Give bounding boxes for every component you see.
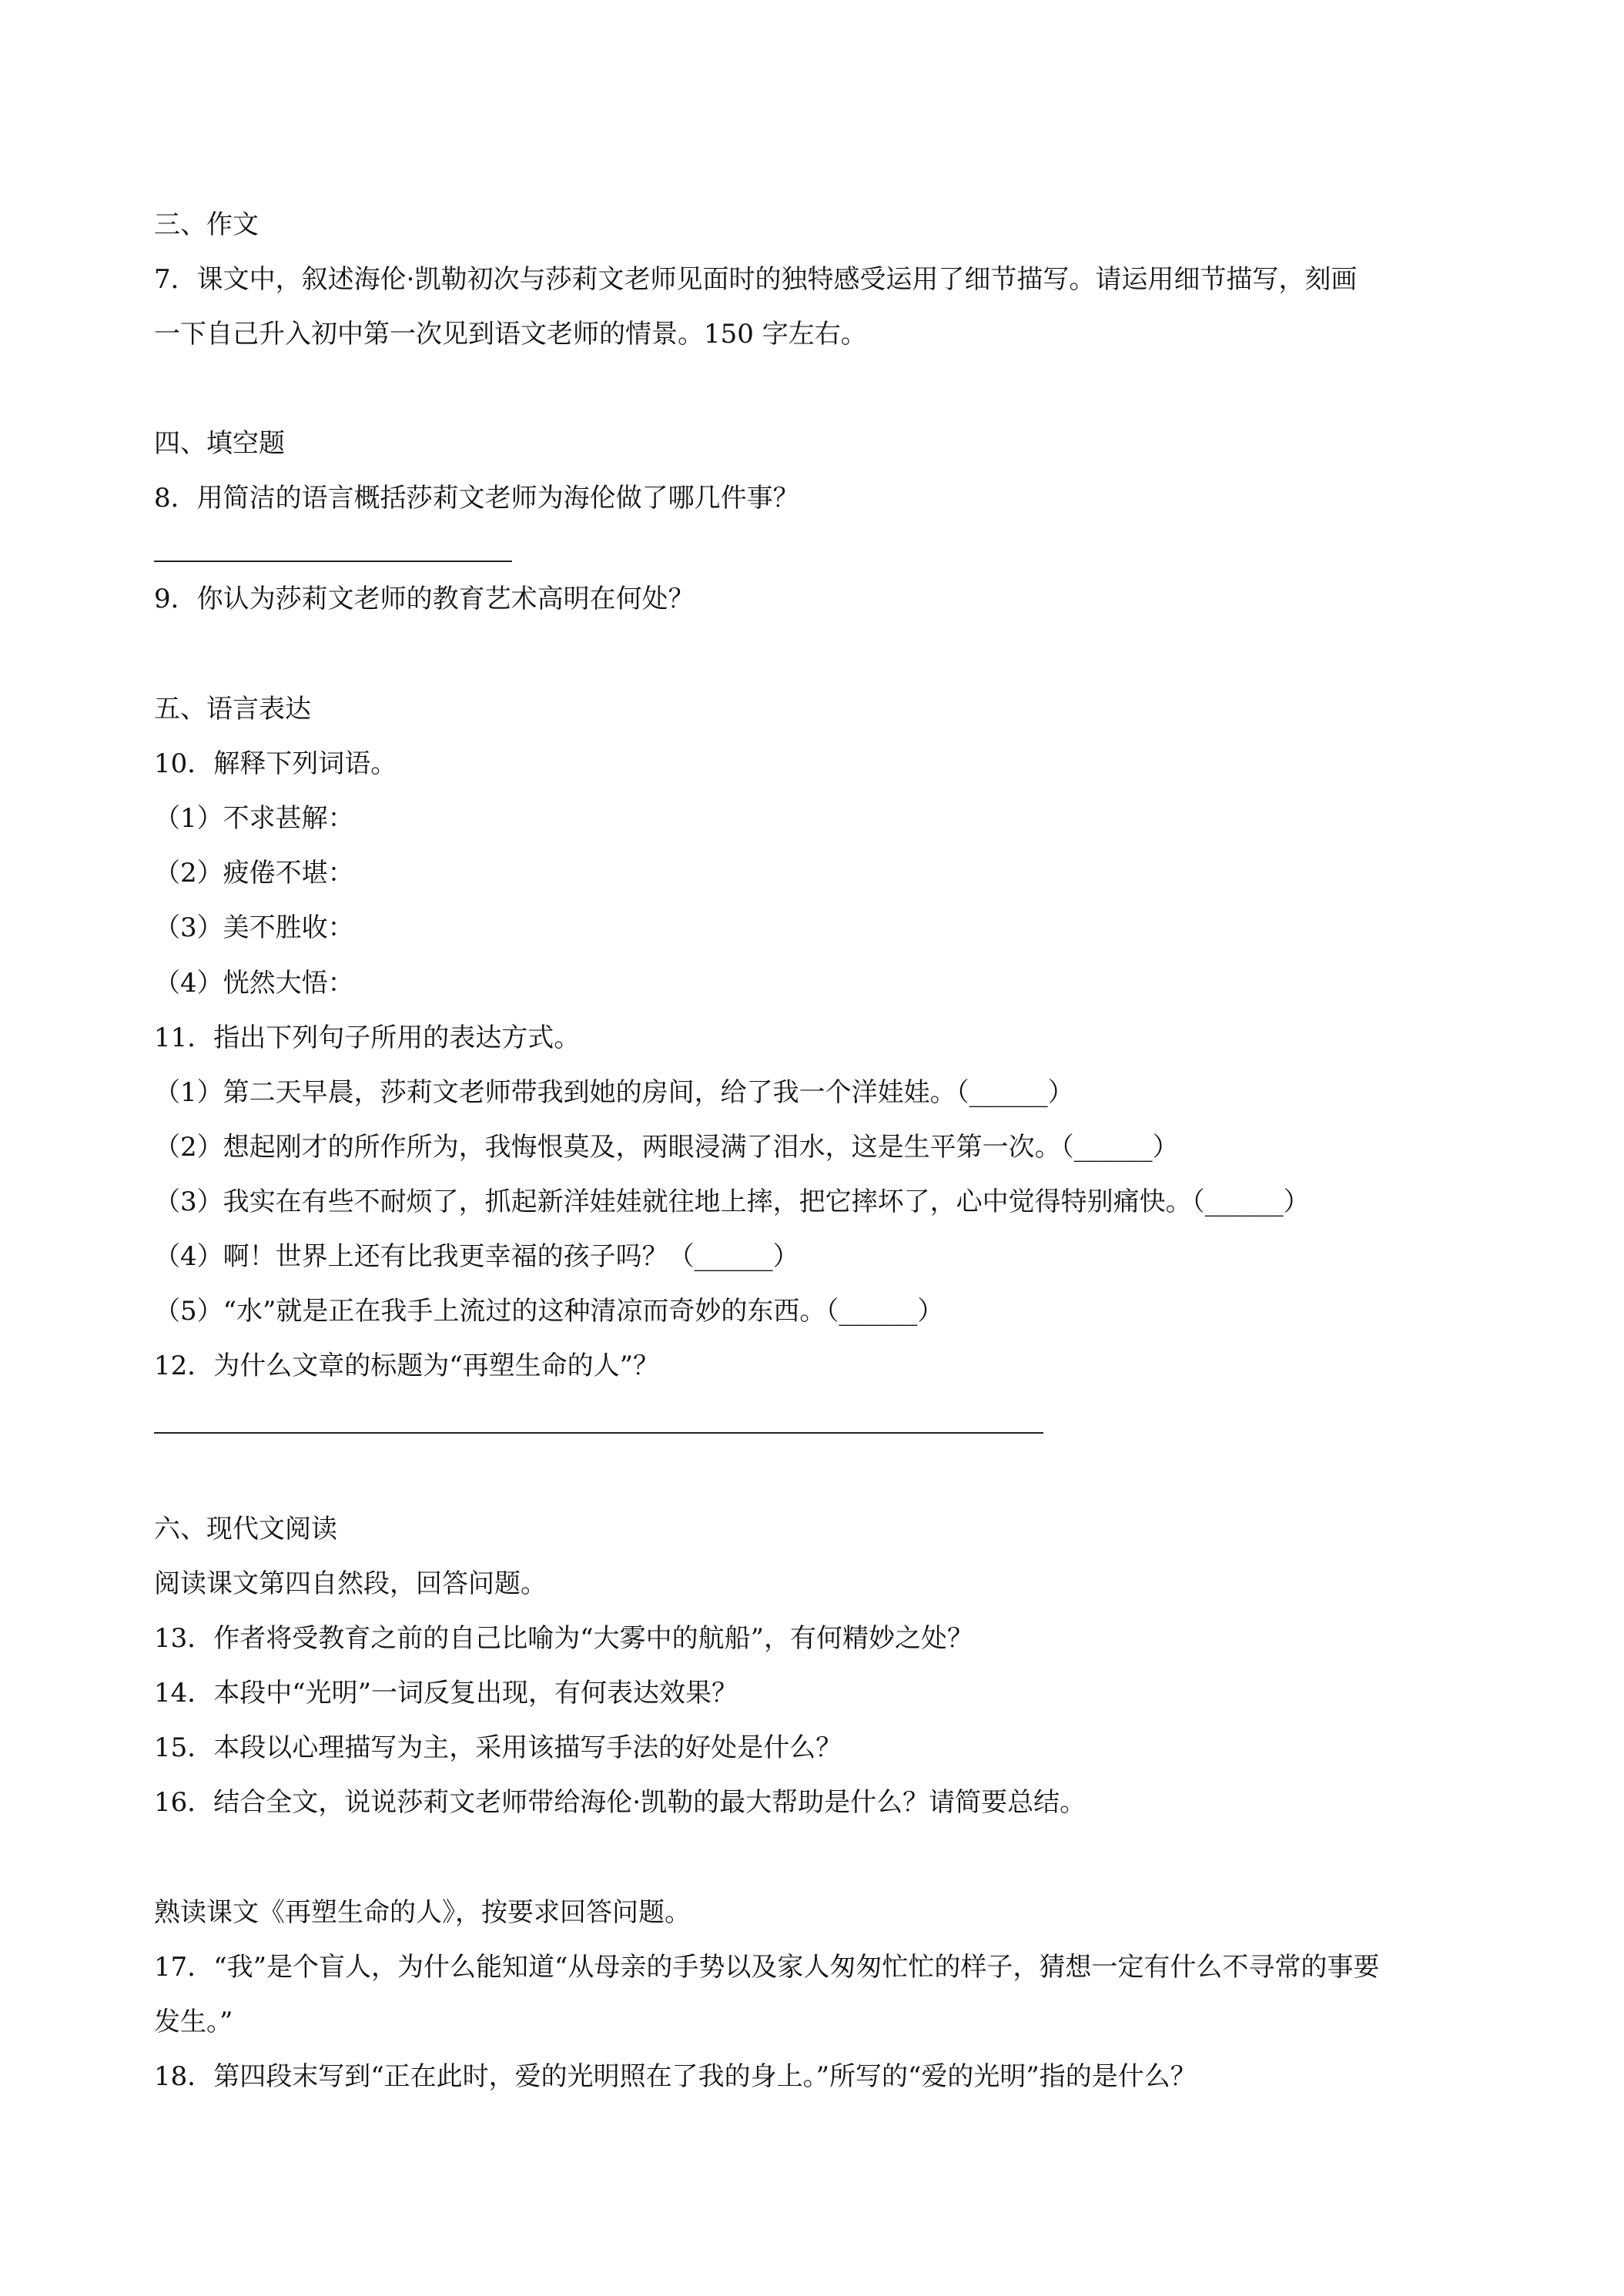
section-heading-modern-reading: 六、现代文阅读 (154, 1514, 337, 1545)
question-17-line-2: 发生。” (154, 2006, 233, 2037)
question-8: 8．用简洁的语言概括莎莉文老师为海伦做了哪几件事？ (154, 483, 799, 514)
question-7-line-2: 一下自己升入初中第一次见到语文老师的情景。150 字左右。 (154, 319, 867, 350)
question-11-item-2: （2）想起刚才的所作所为，我悔恨莫及，两眼浸满了泪水，这是生平第一次。（______） (154, 1132, 1179, 1163)
question-7-line-1: 7．课文中，叙述海伦·凯勒初次与莎莉文老师见面时的独特感受运用了细节描写。请运用细节描写，刻画 (154, 264, 1358, 295)
question-16: 16．结合全文，说说莎莉文老师带给海伦·凯勒的最大帮助是什么？请简要总结。 (154, 1787, 1087, 1818)
question-11-stem: 11．指出下列句子所用的表达方式。 (154, 1022, 581, 1053)
question-9: 9．你认为莎莉文老师的教育艺术高明在何处？ (154, 584, 695, 614)
reading-passage-2-intro: 熟读课文《再塑生命的人》，按要求回答问题。 (154, 1897, 691, 1928)
question-10-item-3: （3）美不胜收： (154, 912, 354, 943)
question-11-item-1: （1）第二天早晨，莎莉文老师带我到她的房间，给了我一个洋娃娃。（______） (154, 1077, 1074, 1108)
answer-line-q8[interactable] (154, 561, 512, 562)
question-11-item-3: （3）我实在有些不耐烦了，抓起新洋娃娃就往地上摔，把它摔坏了，心中觉得特别痛快。（______） (154, 1186, 1310, 1217)
question-11-item-4: （4）啊！世界上还有比我更幸福的孩子吗？（______） (154, 1241, 799, 1272)
question-10-stem: 10．解释下列词语。 (154, 748, 397, 779)
section-heading-fill-blank: 四、填空题 (154, 428, 285, 459)
section-heading-composition: 三、作文 (154, 209, 259, 240)
question-11-item-5: （5）“水”就是正在我手上流过的这种清凉而奇妙的东西。（______） (154, 1296, 944, 1327)
question-18: 18．第四段末写到“正在此时，爱的光明照在了我的身上。”所写的“爱的光明”指的是什么？ (154, 2061, 1197, 2092)
question-10-item-2: （2）疲倦不堪： (154, 858, 354, 889)
question-10-item-1: （1）不求甚解： (154, 803, 354, 834)
question-15: 15．本段以心理描写为主，采用该描写手法的好处是什么？ (154, 1732, 842, 1763)
answer-line-q12[interactable] (154, 1432, 1043, 1434)
section-heading-language-expression: 五、语言表达 (154, 694, 311, 725)
question-12: 12．为什么文章的标题为“再塑生命的人”？ (154, 1350, 660, 1381)
question-10-item-4: （4）恍然大悟： (154, 968, 354, 999)
question-14: 14．本段中“光明”一词反复出现，有何表达效果？ (154, 1678, 738, 1709)
reading-passage-1-intro: 阅读课文第四自然段，回答问题。 (154, 1568, 547, 1599)
question-17-line-1: 17．“我”是个盲人，为什么能知道“从母亲的手势以及家人匆匆忙忙的样子，猜想一定有什么不寻常的事要 (154, 1952, 1380, 1983)
question-13: 13．作者将受教育之前的自己比喻为“大雾中的航船”，有何精妙之处？ (154, 1623, 974, 1654)
